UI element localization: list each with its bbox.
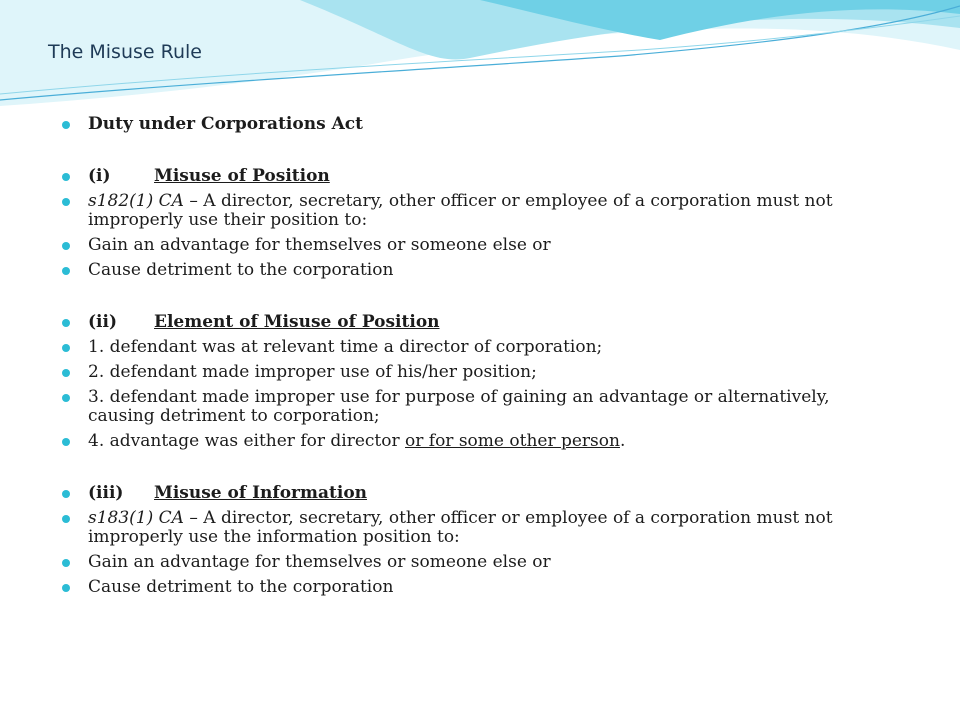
statute-text: – A director, secretary, other officer or employee of a corporation must not improperly use the information position to: [88, 508, 833, 547]
statute-s182 [62, 192, 882, 230]
section-heading-element-of-misuse [62, 313, 882, 332]
list-item: 1. defendant was at relevant time a director of corporation; [62, 338, 882, 357]
list-item-prefix: 4. advantage was either for director [88, 431, 406, 451]
statute-text: – A director, secretary, other officer or employee of a corporation must not improperly use their position to: [88, 191, 833, 230]
list-item: Gain an advantage for themselves or someone else or [62, 236, 882, 255]
section-number: (i) [88, 166, 111, 186]
statute-citation: s183(1) CA [88, 508, 184, 528]
list-item: Gain an advantage for themselves or someone else or [62, 553, 882, 572]
statute-citation: s182(1) CA [88, 191, 184, 211]
slide-title: The Misuse Rule [48, 41, 202, 63]
intro-heading: Duty under Corporations Act [62, 115, 882, 134]
section-heading-text [88, 312, 440, 332]
section-number: (iii) [88, 483, 124, 503]
list-item [62, 432, 882, 451]
slide-content [62, 115, 882, 597]
underlined-phrase: or for some other person [405, 431, 620, 451]
section-heading-text [88, 166, 330, 186]
list-item-suffix: . [619, 431, 626, 451]
list-item: Cause detriment to the corporation [62, 261, 882, 280]
list-item: 3. defendant made improper use for purpose of gaining an advantage or alternatively, causing detriment to corporation; [62, 388, 882, 426]
section-heading-misuse-of-information [62, 484, 882, 503]
section-heading-misuse-of-position [62, 167, 882, 186]
section-number: (ii) [88, 312, 118, 332]
list-item: Cause detriment to the corporation [62, 578, 882, 597]
statute-s183 [62, 509, 882, 547]
section-title: Misuse of Position [154, 166, 330, 186]
section-heading-text [88, 483, 367, 503]
section-title: Element of Misuse of Position [154, 312, 440, 332]
list-item: 2. defendant made improper use of his/her position; [62, 363, 882, 382]
section-title: Misuse of Information [154, 483, 368, 503]
